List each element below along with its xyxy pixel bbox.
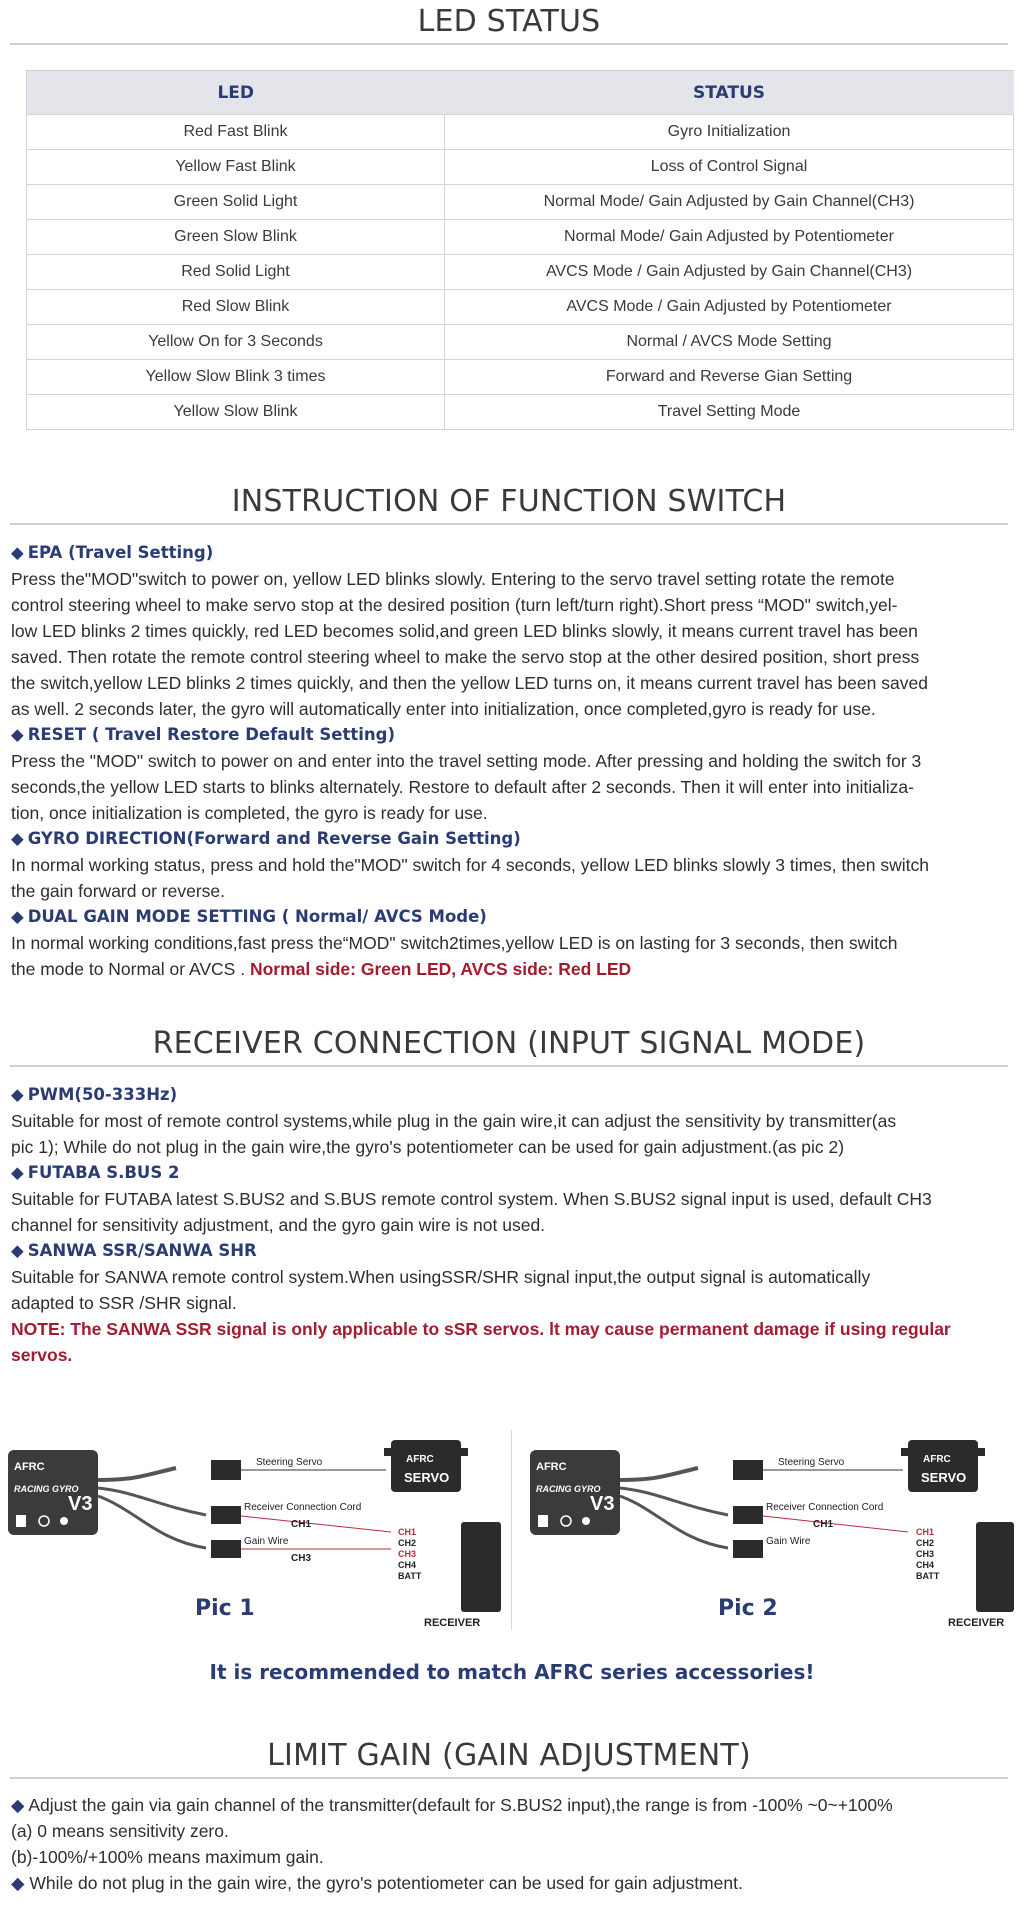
dual-note: Normal side: Green LED, AVCS side: Red LED (249, 959, 632, 979)
header-led: LED (27, 71, 445, 115)
channel-label: CH2 (916, 1538, 935, 1548)
servo-brand: AFRC (406, 1454, 434, 1465)
sanwa-note: servos. (11, 1345, 73, 1365)
sanwa-line: Suitable for SANWA remote control system.When usingSSR/SHR signal input,the output signal is automatically (11, 1267, 871, 1287)
status-cell: Gyro Initialization (445, 115, 1014, 150)
table-row (27, 290, 1014, 325)
gyro-line: In normal working status, press and hold the"MOD" switch for 4 seconds, yellow LED blinks slowly 3 times, then switch (11, 855, 929, 875)
gyro-switch (538, 1515, 548, 1527)
led-cell: Red Slow Blink (27, 290, 445, 325)
limit-gain-line: ◆ Adjust the gain via gain channel of the transmitter(default for S.BUS2 input),the range is from -100% ~0~+100% (11, 1795, 893, 1815)
gain-ch-label: CH3 (291, 1553, 312, 1564)
sanwa-heading: ◆ SANWA SSR/SANWA SHR (11, 1241, 257, 1260)
diamond-bullet-icon: ◆ (11, 725, 24, 744)
servo-brand: AFRC (923, 1454, 951, 1465)
futaba-line: channel for sensitivity adjustment, and the gyro gain wire is not used. (11, 1215, 546, 1235)
diamond-bullet-icon: ◆ (11, 1795, 25, 1815)
status-cell: Normal / AVCS Mode Setting (445, 325, 1014, 360)
reset-line: Press the "MOD" switch to power on and enter into the travel setting mode. After pressing and holding the switch for 3 (11, 751, 922, 771)
led-status-table (26, 70, 1014, 430)
servo-connector (733, 1460, 763, 1480)
gyro-brand: AFRC (536, 1461, 567, 1473)
pic2-label: Pic 2 (718, 1596, 778, 1621)
epa-heading: ◆ EPA (Travel Setting) (11, 543, 214, 562)
led-cell: Yellow Slow Blink (27, 395, 445, 430)
pwm-line: pic 1); While do not plug in the gain wire,the gyro's potentiometer can be used for gain adjustment.(as pic 2) (11, 1137, 845, 1157)
table-row (27, 220, 1014, 255)
epa-line: as well. 2 seconds later, the gyro will automatically enter into initialization, once completed,gyro is ready for use. (11, 699, 876, 719)
cable-bundle (98, 1468, 176, 1480)
channel-label: BATT (398, 1571, 422, 1581)
sanwa-note: NOTE: The SANWA SSR signal is only applicable to sSR servos. lt may cause permanent damage if using regular (11, 1319, 951, 1339)
led-cell: Red Solid Light (27, 255, 445, 290)
gain-connector (211, 1540, 241, 1558)
receiver-body (11, 1082, 1016, 1368)
receiver-cord-label: Receiver Connection Cord (244, 1502, 362, 1513)
cord-ch-label: CH1 (813, 1519, 834, 1530)
servo-text: SERVO (921, 1470, 967, 1485)
channel-label: CH3 (916, 1549, 935, 1559)
table-header-row (27, 71, 1014, 115)
gyro-name: RACING GYRO (536, 1484, 601, 1494)
channel-label: CH1 (398, 1527, 417, 1537)
receiver-body (976, 1522, 1014, 1612)
receiver-cord-label: Receiver Connection Cord (766, 1502, 884, 1513)
function-switch-title: INSTRUCTION OF FUNCTION SWITCH (10, 484, 1008, 525)
epa-line: the switch,yellow LED blinks 2 times quickly, and then the yellow LED turns on, it means current travel has been saved (11, 673, 928, 693)
table-row (27, 395, 1014, 430)
gyro-pot (582, 1517, 590, 1525)
led-cell: Green Slow Blink (27, 220, 445, 255)
limit-gain-line: ◆ While do not plug in the gain wire, the gyro's potentiometer can be used for gain adjustment. (11, 1873, 743, 1893)
diamond-bullet-icon: ◆ (11, 1085, 24, 1104)
pic1-label: Pic 1 (195, 1596, 255, 1621)
led-status-title: LED STATUS (10, 4, 1008, 45)
table-row (27, 255, 1014, 290)
led-cell: Yellow Slow Blink 3 times (27, 360, 445, 395)
dual-gain-heading: ◆ DUAL GAIN MODE SETTING ( Normal/ AVCS Mode) (11, 907, 487, 926)
pwm-line: Suitable for most of remote control systems,while plug in the gain wire,it can adjust the sensitivity by transmitter(as (11, 1111, 897, 1131)
cord-ch-label: CH1 (291, 1519, 312, 1530)
diamond-bullet-icon: ◆ (11, 543, 24, 562)
diamond-bullet-icon: ◆ (11, 1241, 24, 1260)
table-row (27, 115, 1014, 150)
receiver-connector (211, 1506, 241, 1524)
diamond-bullet-icon: ◆ (11, 1873, 25, 1893)
gain-connector (733, 1540, 763, 1558)
gyro-pot (60, 1517, 68, 1525)
reset-line: tion, once initialization is completed, the gyro is ready for use. (11, 803, 488, 823)
channel-label: CH2 (398, 1538, 417, 1548)
status-cell: AVCS Mode / Gain Adjusted by Potentiometer (445, 290, 1014, 325)
led-cell: Green Solid Light (27, 185, 445, 220)
gyro-direction-heading: ◆ GYRO DIRECTION(Forward and Reverse Gain Setting) (11, 829, 521, 848)
dual-line: In normal working conditions,fast press the“MOD" switch2times,yellow LED is on lasting for 3 seconds, then switch (11, 933, 898, 953)
diagram-divider (511, 1430, 512, 1630)
diamond-bullet-icon: ◆ (11, 829, 24, 848)
futaba-heading: ◆ FUTABA S.BUS 2 (11, 1163, 180, 1182)
gyro-line: the gain forward or reverse. (11, 881, 225, 901)
limit-gain-line: (b)-100%/+100% means maximum gain. (11, 1847, 324, 1867)
status-cell: Loss of Control Signal (445, 150, 1014, 185)
diamond-bullet-icon: ◆ (11, 907, 24, 926)
table-row (27, 150, 1014, 185)
gyro-switch (16, 1515, 26, 1527)
receiver-body (461, 1522, 501, 1612)
futaba-line: Suitable for FUTABA latest S.BUS2 and S.BUS remote control system. When S.BUS2 signal input is used, default CH3 (11, 1189, 932, 1209)
gyro-brand: AFRC (14, 1461, 45, 1473)
steering-servo-label: Steering Servo (778, 1457, 845, 1468)
receiver-label: RECEIVER (424, 1617, 481, 1629)
led-cell: Yellow Fast Blink (27, 150, 445, 185)
recommend-note: It is recommended to match AFRC series accessories! (209, 1660, 815, 1684)
channel-label: CH4 (398, 1560, 417, 1570)
limit-gain-line: (a) 0 means sensitivity zero. (11, 1821, 229, 1841)
epa-line: saved. Then rotate the remote control steering wheel to make the servo stop at the other desired position, short press (11, 647, 920, 667)
status-cell: Travel Setting Mode (445, 395, 1014, 430)
cable-bundle (620, 1468, 698, 1480)
led-cell: Red Fast Blink (27, 115, 445, 150)
channel-label: CH4 (916, 1560, 935, 1570)
servo-connector (211, 1460, 241, 1480)
diamond-bullet-icon: ◆ (11, 1163, 24, 1182)
servo-text: SERVO (404, 1470, 450, 1485)
table-row (27, 185, 1014, 220)
receiver-label: RECEIVER (948, 1617, 1005, 1629)
led-cell: Yellow On for 3 Seconds (27, 325, 445, 360)
pwm-heading: ◆ PWM(50-333Hz) (11, 1085, 178, 1104)
status-cell: Normal Mode/ Gain Adjusted by Gain Channel(CH3) (445, 185, 1014, 220)
gain-wire-label: Gain Wire (244, 1536, 289, 1547)
status-cell: Normal Mode/ Gain Adjusted by Potentiometer (445, 220, 1014, 255)
status-cell: Forward and Reverse Gian Setting (445, 360, 1014, 395)
gyro-version: V3 (68, 1493, 93, 1515)
dual-line: the mode to Normal or AVCS . Normal side: Green LED, AVCS side: Red LED (11, 959, 632, 979)
function-switch-body (11, 540, 1016, 982)
channel-label: BATT (916, 1571, 940, 1581)
limit-gain-title: LIMIT GAIN (GAIN ADJUSTMENT) (10, 1738, 1008, 1779)
reset-line: seconds,the yellow LED starts to blinks alternately. Restore to default after 2 seconds. Then it will enter into initializa- (11, 777, 914, 797)
status-cell: AVCS Mode / Gain Adjusted by Gain Channel(CH3) (445, 255, 1014, 290)
limit-gain-body (11, 1792, 1016, 1896)
steering-servo-label: Steering Servo (256, 1457, 323, 1468)
gyro-name: RACING GYRO (14, 1484, 79, 1494)
gyro-version: V3 (590, 1493, 615, 1515)
reset-heading: ◆ RESET ( Travel Restore Default Setting) (11, 725, 396, 744)
gain-wire-label: Gain Wire (766, 1536, 811, 1547)
receiver-connector (733, 1506, 763, 1524)
sanwa-line: adapted to SSR /SHR signal. (11, 1293, 237, 1313)
table-row (27, 325, 1014, 360)
pic1-diagram (6, 1430, 506, 1630)
receiver-connection-title: RECEIVER CONNECTION (INPUT SIGNAL MODE) (10, 1026, 1008, 1067)
epa-line: low LED blinks 2 times quickly, red LED becomes solid,and green LED blinks slowly, it means current travel has been (11, 621, 918, 641)
table-row (27, 360, 1014, 395)
epa-line: control steering wheel to make servo stop at the desired position (turn left/turn right).Short press “MOD" switch,yel- (11, 595, 898, 615)
header-status: STATUS (445, 71, 1014, 115)
channel-label: CH1 (916, 1527, 935, 1537)
epa-line: Press the"MOD"switch to power on, yellow LED blinks slowly. Entering to the servo travel setting rotate the remote (11, 569, 895, 589)
channel-label: CH3 (398, 1549, 417, 1559)
